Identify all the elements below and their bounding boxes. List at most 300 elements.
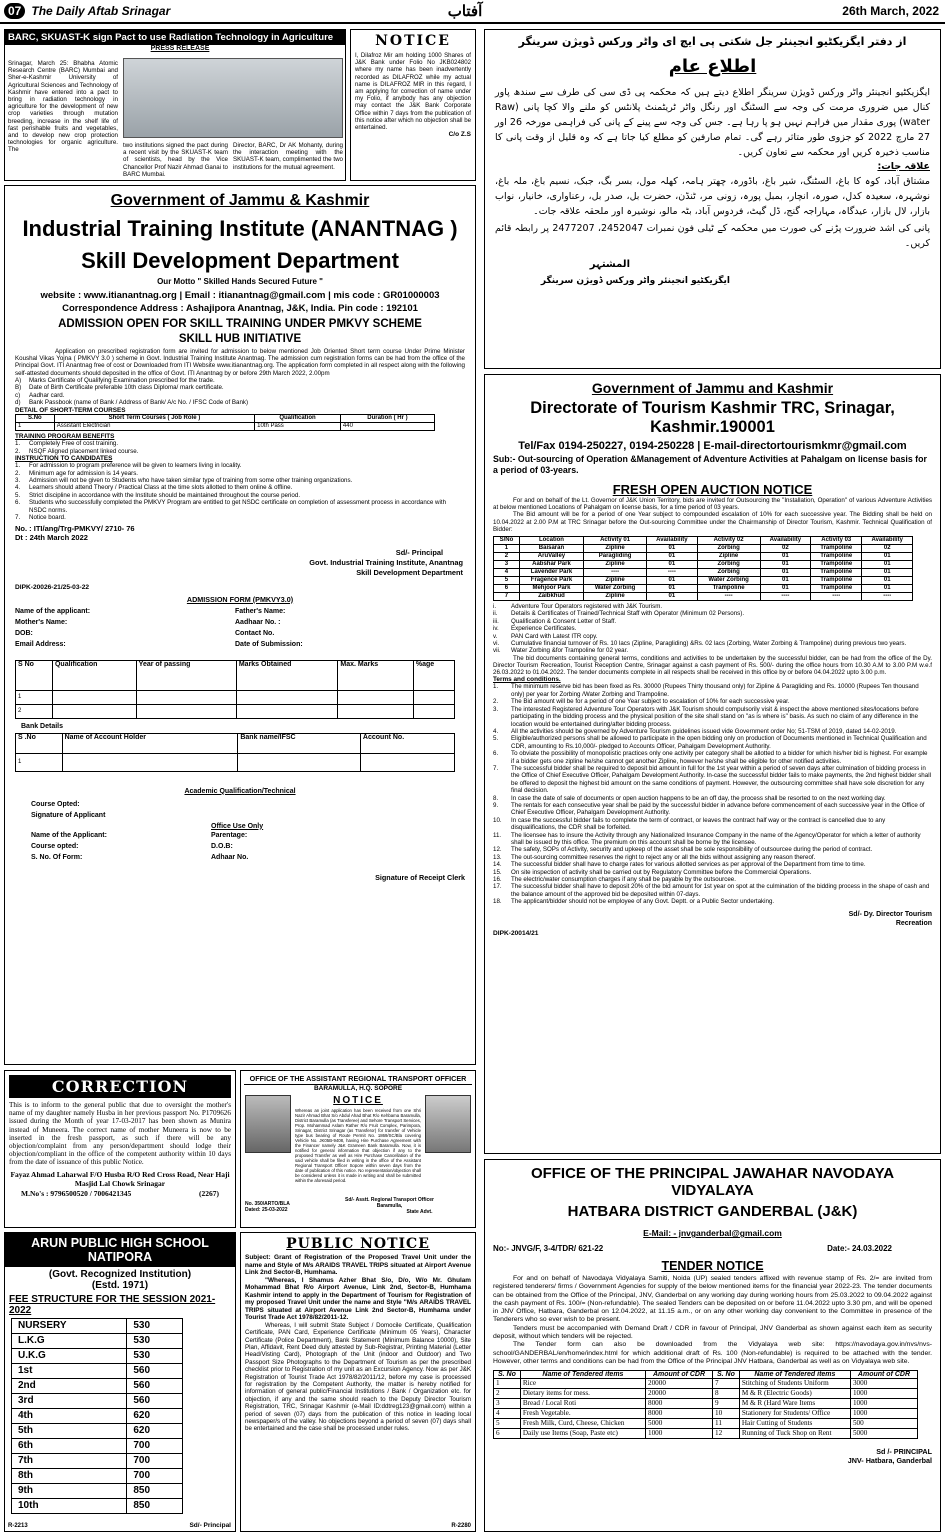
barc-subtitle: PRESS RELEASE [150, 45, 210, 52]
iti-office-left [15, 830, 211, 863]
bank-cell [238, 753, 361, 771]
office-label: Parentage: [211, 831, 248, 839]
tour-term-item [493, 698, 932, 705]
iti-doc-item [15, 399, 465, 406]
jnv-no: No:- JNVG/F, 3-4/TDR/ 621-22 [493, 1244, 604, 1253]
bank-header: Account No. [360, 733, 454, 753]
fee-cell: 3rd [12, 1394, 127, 1409]
iti-instr-num: 7. [15, 514, 21, 522]
activity-cell: Trampoline [811, 585, 862, 593]
urdu-contact: پانی کی اشد ضرورت پڑنے کی صورت میں محکمہ کے ٹیلی فون نمبرات 2452047، 2477207 پر رابطہ قائم کریں۔ [495, 223, 931, 249]
fee-cell: 560 [127, 1364, 183, 1379]
iti-acad: Academic Qualification/Technical [184, 787, 296, 795]
arto-advt: State Advt. [406, 1209, 433, 1215]
tourism-sub: Sub:- Out-sourcing of Operation &Management of Adventure Activities at Pahalgam on license basis for a period of 03-years. [493, 454, 927, 475]
activity-cell: Zipline [697, 553, 760, 561]
course-header: Short Term Courses ( Job Role ) [54, 415, 254, 423]
tourism-p3: The bid documents containing general terms, conditions and activities to be undertaken by the successful bidder, can be had from the office of the Dy. Director Tourism Recreation, Tourist Reception Centre, Srinagar against a cash payment of Rs. 500/- during the office hours from 10.30 A.M to 3.00 P.M w.e.f 26.03.2022 to 01.04.2022. The tender documents complete in all respects shall be received in this office by or before 04.04.2022 upto 3.00 p.m. [493, 654, 932, 677]
jnv-cell: 8000 [645, 1399, 712, 1409]
iti-doc-num: d) [15, 399, 21, 407]
fee-cell: 4th [12, 1409, 127, 1424]
fee-cell: 850 [127, 1484, 183, 1499]
tour-qual-text: Adventure Tour Operators registered with J&K Tourism. [511, 603, 663, 611]
tour-qual-num: iv. [493, 625, 499, 633]
form-label: Email Address: [15, 640, 66, 648]
activity-row [494, 561, 913, 569]
qual-cell [52, 690, 136, 704]
iti-doc-item [15, 377, 465, 384]
iti-instr-text: Minimum age for admission is 14 years. [29, 469, 139, 477]
jnv-cell: Dietary items for mess. [520, 1389, 645, 1399]
form-label: Name of the applicant: [15, 607, 91, 615]
qual-header: S No [16, 660, 53, 690]
tour-term-text: The successful bidder shall have to deposit 20% of the bid amount for 1st year on spot at the culmination of the bidding process in the shape of cash and the balance amount of the approved bid be deposited within 07-days. [511, 883, 930, 898]
jnv-tender-title: TENDER NOTICE [661, 1259, 764, 1273]
activity-header: Availability [862, 537, 913, 545]
bank-header: Bank name/IFSC [238, 733, 361, 753]
fee-cell: 530 [127, 1319, 183, 1334]
urdu-head: از دفتر ایگزیکٹیو انجینئر جل شکتی پی ایچ ای واٹر ورکس ڈویژن سرینگر [518, 35, 907, 48]
school-fee-title: FEE STRUCTURE FOR THE SESSION 2021-2022 [9, 1294, 216, 1316]
jnv-header: Name of Tendered items [520, 1371, 645, 1379]
iti-instr-num: 1. [15, 462, 21, 470]
activity-cell: 01 [647, 577, 698, 585]
qual-header: %age [413, 660, 454, 690]
activity-row [494, 545, 913, 553]
iti-address: Correspondence Address : Ashajipora Anantnag, J&K, India. Pin code : 192101 [62, 303, 418, 314]
tour-term-num: 18. [493, 898, 502, 906]
fee-table [11, 1318, 183, 1514]
iti-motto: Our Motto " Skilled Hands Secured Future " [157, 277, 323, 286]
tour-term-text: In case the date of sale of documents or open auction happens to be an off day, the process shall be resorted to on the next working day. [511, 794, 886, 802]
tour-term-item [493, 765, 932, 795]
masthead-logo: آفتاب [447, 2, 483, 20]
activity-cell: 7 [494, 593, 520, 601]
jnv-cell: Fresh Vegetable. [520, 1409, 645, 1419]
barc-mid-text: two institutions signed the pact during a recent visit by the SKUAST-K team of scientists, head by the Vice Chancellor Prof Nazir Ahmad Ganai to BARC Mumbai. [123, 142, 228, 178]
barc-right-text: Director, BARC, Dr AK Mohanty, during the interaction meeting with the SKUAST-K team, complimented the two institutions for the mutual agreement. [233, 142, 343, 171]
qual-cell [338, 704, 413, 718]
jnv-cell: 8000 [645, 1409, 712, 1419]
activity-cell: ---- [811, 593, 862, 601]
jnv-cell: 1000 [850, 1389, 917, 1399]
activity-row [494, 577, 913, 585]
activity-cell: 2 [494, 553, 520, 561]
correction-mobile: M.No's : 9796500520 / 7006421345 [21, 1188, 132, 1198]
jnv-title2: HATBARA DISTRICT GANDERBAL (J&K) [567, 1203, 858, 1220]
fee-cell: 5th [12, 1424, 127, 1439]
qual-cell [52, 704, 136, 718]
barc-title: BARC, SKUAST-K sign Pact to use Radiation Technology in Agriculture [5, 30, 345, 45]
tour-term-text: The successful bidder shall have to charge rates for various allotted services as per approval of the Department from time to time. [511, 861, 866, 869]
activity-cell: 01 [760, 561, 811, 569]
iti-admission: ADMISSION OPEN FOR SKILL TRAINING UNDER PMKVY SCHEME [58, 318, 422, 330]
tour-term-item [493, 728, 932, 735]
activity-cell: 01 [647, 561, 698, 569]
office-label: D.O.B: [211, 842, 233, 850]
tour-term-num: 13. [493, 853, 502, 861]
tour-term-text: All the activities should be governed by Adventure Tourism guidelines issued vide Government order No; 51-TSM of 2019, dated 14-02-2019. [511, 727, 897, 735]
tour-qual-item [493, 640, 932, 647]
correction-notice [4, 1070, 236, 1228]
tour-term-num: 3. [493, 705, 499, 713]
iti-benefit-item [15, 440, 465, 447]
tourism-dipk: DIPK-20014/21 [493, 929, 539, 937]
jnv-tender [484, 1159, 941, 1532]
qual-cell [136, 704, 236, 718]
iti-instr-item [15, 492, 465, 499]
activity-header: S/No [494, 537, 520, 545]
bank-cell: 1 [16, 753, 63, 771]
jnv-cell: 500 [850, 1419, 917, 1429]
tourism-sign2: Recreation [895, 919, 932, 927]
urdu-areas-title: علاقہ جات: [877, 161, 930, 172]
jnv-date: Date:- 24.03.2022 [827, 1244, 892, 1253]
activity-cell: 4 [494, 569, 520, 577]
correction-body: This is to inform to the general public that due to oversight the mother's name of my daughter namely Husba in her previous passport No. P1709626 issued during the Month of year 17-03-2017 has been shown as Munira instead of Muneera. The correct name of mother Muneera is now to be inserted in the fresh passport, as such if there will be any objection/complaint from any person/department should lodge their objection/compliant in the office of the competent authority within 10 days from the date of issuance of this public Notice. [9, 1101, 231, 1167]
qual-cell [413, 704, 454, 718]
correction-name: Fayaz Ahmad Laharwal F/O Husba R/O Red Cross Road, Near Haji Masjid Lal Chowk Srinagar [10, 1169, 230, 1188]
tour-term-num: 12. [493, 846, 502, 854]
iti-instr-item [15, 499, 465, 514]
correction-code: (2267) [199, 1188, 219, 1198]
iti-benefit-text: NSQF Aligned placement linked course. [29, 447, 139, 455]
iti-detail-title: DETAIL OF SHORT-TERM COURSES [15, 407, 126, 415]
jnv-title1: OFFICE OF THE PRINCIPAL JAWAHAR NAVODAYA VIDYALAYA [530, 1165, 895, 1199]
arto-sub: BARAMULLA, H.Q. SOPORE [313, 1085, 403, 1092]
correction-title: CORRECTION [9, 1075, 231, 1098]
activity-cell: Baisaran [519, 545, 583, 553]
activity-cell: 01 [862, 553, 913, 561]
tour-qual-text: PAN Card with Latest ITR copy. [511, 632, 598, 640]
school-recog: (Govt. Recognized Institution) [48, 1269, 192, 1280]
tour-term-item [493, 817, 932, 832]
arto-title: OFFICE OF THE ASSISTANT REGIONAL TRANSPORT OFFICER [244, 1074, 472, 1085]
tour-term-text: The applicant/bidder should not be employee of any Govt. Deptt. or a Public Sector undertaking. [511, 898, 775, 906]
issue-date: 26th March, 2022 [842, 4, 939, 18]
fee-cell: 560 [127, 1379, 183, 1394]
course-header: Qualification [255, 415, 341, 423]
qual-header: Qualification [52, 660, 136, 690]
tour-qual-text: Experience Certificates. [511, 625, 577, 633]
iti-instr-item [15, 514, 465, 521]
office-label: Adhaar No. [211, 853, 249, 861]
fee-cell: 9th [12, 1484, 127, 1499]
jnv-cell: 9 [713, 1399, 740, 1409]
tour-term-item [493, 795, 932, 802]
fee-row [12, 1424, 183, 1439]
jnv-cell: 4 [494, 1409, 521, 1419]
barc-left-text: Srinagar, March 25: Bhabha Atomic Research Centre (BARC) Mumbai and Sher-e-Kashmir University of Agricultural Sciences and Technology of Kashmir have entered into a pact to bring in radiation technology in agriculture for the development of new crop varieties through mutation breeding, increase in the shelf life of fast perishable fruits and vegetables, and to develop new crop protection technologies for organic agriculture. The [8, 60, 118, 154]
tour-term-num: 11. [493, 831, 502, 839]
jnv-cell: M & R (Electric Goods) [739, 1389, 850, 1399]
activity-cell: 01 [760, 585, 811, 593]
qual-cell: 2 [16, 704, 53, 718]
jnv-p3: The Tender form can also be downloaded from the Vidyalaya web site: https://navodaya.gov.in/nvs/nvs-school/GANDERBAL/en/home/index.html for which additional draft of Rs. 100 (Non-refundable) is required to be attached with the tender. However, other terms and conditions can be had from the Office of the Principal JNV Hatbara, Ganderbal as well as on Vidyalaya web site. [493, 1341, 932, 1365]
activity-cell: Trampoline [811, 569, 862, 577]
tourism-notice-title: FRESH OPEN AUCTION NOTICE [612, 482, 813, 497]
public-notice [240, 1232, 476, 1532]
jnv-cell: Stationery for Students/ Office [739, 1409, 850, 1419]
tour-qual-item [493, 618, 932, 625]
iti-instr-text: Learners should attend Theory / Practical Class at the time slots allotted to them online & offline. [29, 484, 293, 492]
jnv-sign1: Sd /- PRINCIPAL [876, 1447, 932, 1457]
tour-qual-num: vii. [493, 647, 501, 655]
activity-cell: 01 [760, 553, 811, 561]
tour-qual-item [493, 603, 932, 610]
iti-docs-list [15, 377, 465, 407]
jnv-cell: 10 [713, 1409, 740, 1419]
jnv-cell: 6 [494, 1429, 521, 1439]
iti-form-left [15, 606, 235, 650]
tour-term-num: 9. [493, 801, 499, 809]
iti-doc-num: A) [15, 376, 22, 384]
public-notice-body1: "Whereas, I Shamus Azher Bhat S/o, D/o, W/o Mr. Ghulam Mohammad Bhat R/o Airport Avenue, Link 2nd, Sector-B, Humhama Kashmir intend to apply in the Department of Tourism for Registration of my proposed Travel Unit under the name and Style "M/s ARAIDS TRAVEL TRIPS situated at Airport Avenue Link 2nd Sector-B, Humhama under Tourist Trade Act 1978/82/2011-12. [245, 1276, 471, 1322]
activity-cell: 5 [494, 577, 520, 585]
fee-cell: 2nd [12, 1379, 127, 1394]
tour-term-item [493, 898, 932, 905]
public-notice-body2: Whereas, I will submit State Subject / Domocile Certificate, Qualification Certificate, PAN Card, Experience Certificate (Minimum 05 Years), Character Certificate (Police Department), Bank Statement (Minimum Balance 10000), Site Plan, Affidavit, Rent Deed duly attested by Sub-Registrar, Printing Material (Letter Head/Visting Card), Photograph of the Unit (indoor and Outdoor) and Two Passport Size Photographs to the Department of Tourism as per the prescribed checklist prior to Registration of my unit as an Excursion Agency. Now as per J&K Registration of Tourist Trade Act 1978/82/2011/12, before my case is processed for registration by the Competent Authority, the matter is hereby notified for information of general public/Financial Institutions / Bank / Organization etc. for objection, if any and the same should reach to the Deputy Director Tourism Registration, TRC, Srinagar Kashmir (e-Mail ID:ddtreg123@gmail.com) within a period of seven (07) days from the publication of this notice in leading local newspaper/s of the valley. No objections beyond a period of seven (07) days shall be entertained and the case shall be processed under rules. [245, 1321, 471, 1433]
qual-cell [338, 690, 413, 704]
jnv-cell: Stitching of Students Uniform [739, 1379, 850, 1389]
activity-cell: 3 [494, 561, 520, 569]
form-label: Aadhaar No. : [235, 618, 281, 626]
urdu-water-notice [484, 29, 941, 369]
activity-cell: 01 [647, 553, 698, 561]
iti-benefits-list [15, 440, 465, 455]
tour-term-text: The successful bidder shall be required to deposit bid amount in full for the 1st year within a period of seven days after culmination of bidding process in the Office of Chief Executive Officer, Pahalgam Development Authority. In-case the successful bidder fails to make payments, the 2nd highest bidder shall be offered to deposit the highest bid amount on the same conditions of payment. However, the outsourcing committee shall have sole discretion for any final decision. [511, 764, 931, 795]
fee-row [12, 1334, 183, 1349]
activity-cell: Zipline [584, 593, 647, 601]
form-label: Father's Name: [235, 607, 286, 615]
activity-row [494, 553, 913, 561]
school-code: R-2213 [8, 1523, 28, 1529]
activity-row [494, 593, 913, 601]
iti-bank-title: Bank Details [21, 722, 64, 730]
activity-cell: Zipline [584, 577, 647, 585]
bank-header: Name of Account Holder [62, 733, 238, 753]
tour-term-text: The minimum reserve bid has been fixed as Rs. 30000 (Rupees Thirty thousand only) for Zipline & Paragliding and Rs. 10000 (Rupees Ten thousand only) per year for Zorbing /Water Zorbing and Trampoline. [511, 683, 919, 698]
share-notice-body: I, Dilafroz Mir am holding 1000 Shares of J&K Bank under Folio No JKB024802 where my name has been inadvertently recorded as DILAFROZ while my actual name is DILAFROZ MIR in this regard, I am applying for correction of name under my Folio, if anybody has any objection may contact the J&K Bank Corporate Office within 7 days from the publication of this notice after which no objection shall be entertained. [355, 52, 471, 132]
iti-ref-date: Dt : 24th March 2022 [15, 532, 88, 542]
tour-term-text: The interested Registered Adventure Tour Operators with J&K Tourism should compulsorily visit & inspect the above mentioned sites/locations before participating in the bidding process and the physical position of the site shall stand on "as is where is" basis. As such no claim of any difference in the location would be entertained during/after bidding process. [511, 705, 919, 728]
tour-qual-num: vi. [493, 640, 500, 648]
jnv-cell: 3000 [850, 1379, 917, 1389]
course-cell: Assistant Electrician [54, 423, 254, 431]
activity-header: Availability [760, 537, 811, 545]
fee-cell: 10th [12, 1499, 127, 1514]
activity-cell: 01 [862, 577, 913, 585]
iti-doc-text: Bank Passbook (name of Bank / Address of Bank/ A/c No. / IFSC Code of Bank) [29, 399, 249, 407]
tour-qual-num: ii. [493, 610, 498, 618]
iti-doc-num: B) [15, 384, 22, 392]
iti-instr-num: 3. [15, 477, 21, 485]
urdu-body: ایگزیکٹیو انجینئر واٹر ورکس ڈویژن سرینگر اطلاع دیتے ہیں کہ محکمہ پی ڈی سی کی طرف سے سندھ پاور کنال میں ضروری مرمت کی وجہ سے السٹنگ اور رنگل واٹر ٹریٹمنٹ پلانٹس کو ملنے والا کچا پانی (Raw water) پوری مقدار میں فراہم نہیں ہو پا رہا ہے۔ جس کی وجہ سے پینے کے پانی کی فراہمی مورخہ 26 اور 27 مارچ 2022 کو جزوی طور متاثر رہے گی۔ تمام صارفین کو مطلع کیا جاتا ہے کہ وہ قلیل از وقت پانی کا مناسب ذخیرہ کریں اور محکمہ سے تعاون کریں۔ [495, 87, 931, 158]
arto-body-cont [245, 1157, 471, 1197]
iti-instr-item [15, 484, 465, 491]
tour-qual-num: v. [493, 632, 498, 640]
qual-cell [236, 704, 338, 718]
tour-term-item [493, 846, 932, 853]
qual-cell [413, 690, 454, 704]
office-label: Name of the Applicant: [31, 831, 107, 839]
tour-term-item [493, 883, 932, 898]
iti-instr-num: 5. [15, 491, 21, 499]
qual-cell [236, 690, 338, 704]
iti-bank-table [15, 733, 455, 772]
tourism-sign1: Sd/- Dy. Director Tourism [848, 910, 932, 918]
tour-qual-item [493, 625, 932, 632]
tour-term-item [493, 832, 932, 847]
jnv-cell: Bread / Local Roti [520, 1399, 645, 1409]
jnv-cell: 5 [494, 1419, 521, 1429]
course-header: Duration ( Hr ) [340, 415, 434, 423]
jnv-cell: 1000 [645, 1429, 712, 1439]
tour-term-num: 10. [493, 816, 502, 824]
form-label: Contact No. [235, 629, 275, 637]
activity-cell: Zorbing [697, 569, 760, 577]
iti-hub: SKILL HUB INITIATIVE [178, 333, 302, 345]
urdu-sign2: ایگزیکٹیو انجینئر واٹر ورکس ڈویژن سرینگر [540, 276, 730, 286]
activity-header: Activity 02 [697, 537, 760, 545]
jnv-row [494, 1389, 918, 1399]
paper-name: The Daily Aftab Srinagar [31, 4, 171, 18]
jnv-cell: 1000 [850, 1409, 917, 1419]
share-notice-sign: C/o Z.S [448, 131, 471, 139]
fee-cell: 8th [12, 1469, 127, 1484]
jnv-cell: Hair Cutting of Students [739, 1419, 850, 1429]
tour-qual-num: iii. [493, 617, 499, 625]
activity-row [494, 569, 913, 577]
iti-ref-no: No. : ITI/ang/Trg-PMKVY/ 2710- 76 [15, 523, 135, 533]
fee-cell: NURSERY [12, 1319, 127, 1334]
iti-office-use: Office Use Only [211, 822, 264, 830]
tour-term-num: 17. [493, 883, 502, 891]
jnv-row [494, 1409, 918, 1419]
iti-course-opted: Course Opted: [31, 800, 80, 808]
jnv-cell: 20000 [645, 1389, 712, 1399]
activity-cell: Fragence Park [519, 577, 583, 585]
arto-notice [240, 1070, 476, 1228]
tour-term-item [493, 683, 932, 698]
activity-header: Availability [647, 537, 698, 545]
tour-term-num: 14. [493, 861, 502, 869]
barc-article [4, 29, 346, 181]
activity-cell: Trampoline [811, 561, 862, 569]
jnv-cell: 8 [713, 1389, 740, 1399]
tour-term-text: In case the successful bidder fails to complete the term of contract, or leaves the contract half way or the contract is cancelled due to any disqualifications, the CDR shall be forfeited. [511, 816, 886, 832]
tour-term-num: 7. [493, 764, 499, 772]
activity-header: Activity 01 [584, 537, 647, 545]
tour-term-text: The licensee has to insure the Activity through any Nationalized Insurance Company in the name of the Agency/Operator for which a letter of authority shall be issued by this office. The premium on this account shall be borne by the licensee. [511, 831, 921, 846]
tourism-p1: For and on behalf of the Lt. Governor of J&K Union Territory, bids are invited for Outsourcing the "Installation, Operation" of various Adventure Activities at below mentioned Locations of Pahalgam on license basis, for a time period of 03 years. [493, 497, 932, 512]
tour-term-item [493, 750, 932, 765]
page-header [0, 0, 945, 24]
iti-doc-text: Marks Certificate of Qualifying Examination prescribed for the trade. [29, 376, 215, 384]
jnv-cell: Fresh Milk, Curd, Cheese, Chicken [520, 1419, 645, 1429]
iti-doc-num: c) [15, 391, 21, 399]
arto-notice-title: NOTICE [333, 1095, 383, 1106]
iti-intro: Application on prescribed registration form are invited for admission to below mentioned Job Oriented Short term course Under Prime Minister Koushal Vikas Yojna ( PMKVY 3.0 ) scheme in Govt. Industrial Training Institute Anantnag. The admission cum registration forms can be had from the office of the Principal Govt. ITI Anantnag free of cost or Downloaded from ITI Website www.itianantnag.org. The application form completed in all respect along with the following self-attested documents should deposited in the office of Govt. ITI Anantnag by or before 29th March 2022, 2.00pm [15, 348, 465, 377]
arto-body-top: Whereas an joint application has been received from one Shri Nazir Ahmad Bhat S/o Abdul Ahad Bhat R/o Kehbama Baramulla, District Baramulla (as Transferee) and Sehore Transport Services, Prop. Mohammad Aslam Rather R/o Fruit Complex, Parimpora, Srinagar, District Srinagar (as Transferor) for transfer of Vehicle type bus bearing of Route Permit No. 1869/SC/Bla covering Vehicle No. JK05B-9408, having Hire Purchase Agreement with the Financer namely J&K Grameen Bank Baramulla. Now, it is notified for general information that objection if any to the proposed Transfer as well as Hire Purchase Cancellation of the said vehicle shall be filed in writing in the office of the Assistant Regional Transport Officer Sopore within seven days from the date of publication of this notice. No representation/objection shall be considered unless it is made in writing and shall be submitted within the aforesaid period. [295, 1108, 421, 1183]
tour-term-num: 8. [493, 794, 499, 802]
fee-cell: U.K.G [12, 1349, 127, 1364]
tour-term-item [493, 854, 932, 861]
activity-cell: Trampoline [811, 577, 862, 585]
iti-benefit-num: 1. [15, 440, 21, 448]
course-cell: 1 [16, 423, 55, 431]
iti-instr-text: Students who successfully completed the PMKVY Program are entitled to get NSDC certificate on completion of assessment process in accordance with NSDC norms. [29, 499, 447, 514]
tour-qual-num: i. [493, 603, 497, 611]
public-notice-title: PUBLIC NOTICE [286, 1236, 430, 1252]
qual-header: Year of passing [136, 660, 236, 690]
iti-instr-num: 4. [15, 484, 21, 492]
bank-header: S .No [16, 733, 63, 753]
activity-cell: 01 [862, 569, 913, 577]
fee-cell: 530 [127, 1349, 183, 1364]
iti-instr-num: 2. [15, 469, 21, 477]
activity-header: Location [519, 537, 583, 545]
activity-cell: 01 [647, 593, 698, 601]
tour-term-num: 6. [493, 750, 499, 758]
activity-cell: Trampoline [811, 545, 862, 553]
activity-cell: Zipline [584, 545, 647, 553]
activity-cell: ---- [862, 593, 913, 601]
jnv-row [494, 1379, 918, 1389]
activity-cell: Paragliding [584, 553, 647, 561]
course-cell: 440 [340, 423, 434, 431]
activity-cell: Lavender Park [519, 569, 583, 577]
iti-sig-clerk: Signature of Receipt Clerk [375, 872, 465, 882]
arto-no: No. 350/ARTO/BLA [245, 1201, 290, 1207]
bank-row [16, 753, 455, 771]
bank-cell [360, 753, 454, 771]
fee-row [12, 1454, 183, 1469]
form-label: DOB: [15, 629, 33, 637]
iti-office-right [211, 830, 431, 863]
jnv-row [494, 1429, 918, 1439]
urdu-areas: مشتاق آباد، کوہ کا باغ، السٹنگ، شیر باغ، باڈورہ، چھتر ہامہ، کھلہ مول، بسر بگ، جبک، نسیم باغ، ملہ باغ، نوشہرہ، سعیدہ کدل، صورہ، انچار، بمبل پورہ، زونی مر، ٹنڈن، حضرت بل، صدر بل، رعناواری، خانیار، نواب بازار، لال بازار، عیدگاہ، مہاراجہ گنج، ڈل گیٹ، فردوس آباد، بٹہ مالو، نوشیرہ اور ملحقہ علاقہ جات۔ [495, 176, 930, 217]
tour-term-item [493, 861, 932, 868]
public-notice-code: R-2280 [451, 1523, 471, 1529]
tourism-auction [484, 374, 941, 1154]
tour-qual-text: Cumulative financial turnover of Rs. 10 lacs (Zipline, Paragliding) &Rs. 02 lacs (Zorbing, Water Zorbing & Trampoline) during previous two years. [511, 640, 907, 648]
iti-instr-title: INSTRUCTION TO CANDIDATES [15, 455, 113, 463]
activity-cell: ---- [647, 569, 698, 577]
fee-cell: L.K.G [12, 1334, 127, 1349]
iti-benefit-num: 2. [15, 447, 21, 455]
public-notice-subject: Subject: Grant of Registration of the Proposed Travel Unit under the name and Style of M/s ARAIDS TRAVEL TRIPS situated at Airport Avenue Link 2nd Sector-B, Humhama. [245, 1254, 471, 1277]
activity-cell: Trampoline [811, 553, 862, 561]
fee-cell: 7th [12, 1454, 127, 1469]
jnv-cell: Daily use Items (Soap, Paste etc) [520, 1429, 645, 1439]
jnv-cell: Rice [520, 1379, 645, 1389]
activity-cell: 01 [862, 585, 913, 593]
jnv-p2: Tenders must be accompanied with Demand Draft / CDR in favour of Principal, JNV Ganderbal as shown against each item as security deposit, without which tenders will be rejected. [493, 1324, 932, 1341]
bank-cell [62, 753, 238, 771]
fee-row [12, 1439, 183, 1454]
activity-cell: Trampoline [697, 585, 760, 593]
tourism-gov: Government of Jammu and Kashmir [591, 380, 834, 396]
fee-cell: 1st [12, 1364, 127, 1379]
activity-cell: ---- [584, 569, 647, 577]
iti-form-title: ADMISSION FORM (PMKVY3.0) [186, 594, 294, 604]
iti-qualification-table [15, 660, 455, 719]
iti-instr-num: 6. [15, 499, 21, 507]
tourism-qualifications [493, 603, 932, 655]
activity-cell: 02 [760, 545, 811, 553]
arto-sign: Sd/- Asstt. Regional Transport Officer [345, 1197, 434, 1203]
